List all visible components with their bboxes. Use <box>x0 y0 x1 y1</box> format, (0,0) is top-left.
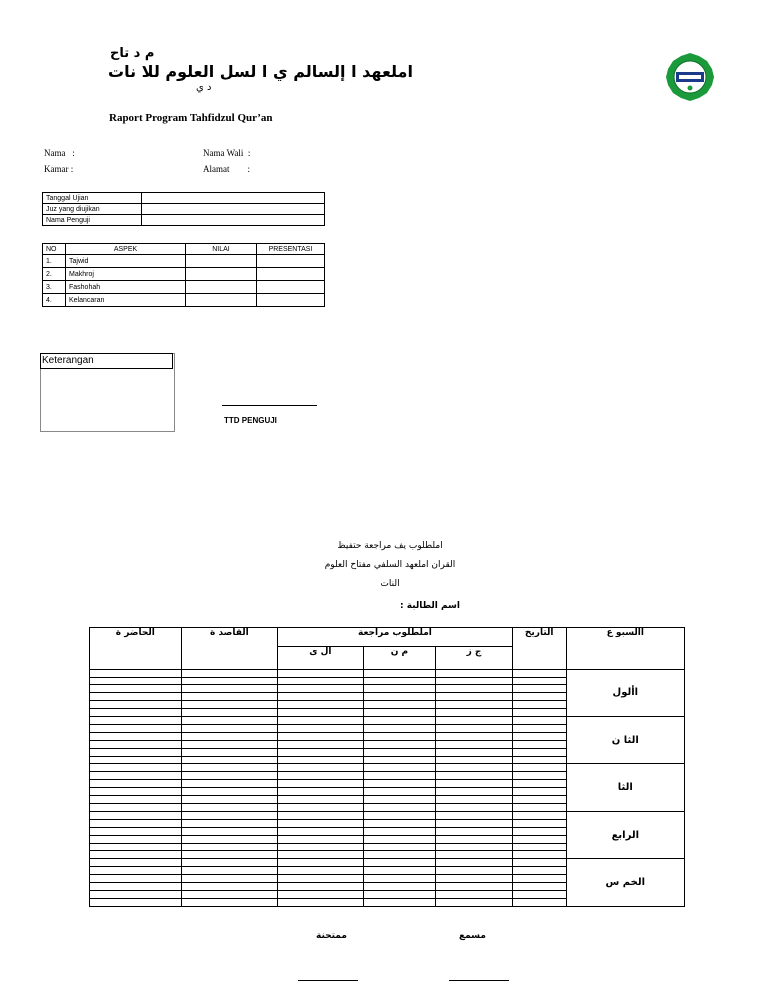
entry-cell[interactable] <box>436 819 513 827</box>
entry-cell[interactable] <box>512 772 566 780</box>
entry-cell[interactable] <box>363 843 436 851</box>
col-qasidah: القاصد ة <box>181 628 278 670</box>
entry-cell[interactable] <box>436 669 513 677</box>
col-tarikh: التاريخ <box>512 628 566 670</box>
col-usbu: االسبو ع <box>566 628 684 670</box>
entry-cell[interactable] <box>181 890 278 898</box>
entry-cell[interactable] <box>512 835 566 843</box>
entry-cell[interactable] <box>512 701 566 709</box>
entry-cell[interactable] <box>278 740 364 748</box>
musammi-signature-line <box>449 980 509 981</box>
report-title: Raport Program Tahfidzul Qur’an <box>109 112 273 124</box>
nilai-cell[interactable] <box>186 294 257 307</box>
entry-cell[interactable] <box>90 709 182 717</box>
entry-cell[interactable] <box>278 843 364 851</box>
entry-cell[interactable] <box>181 772 278 780</box>
entry-cell[interactable] <box>436 748 513 756</box>
entry-cell[interactable] <box>90 898 182 906</box>
arabic-heading-line1: املطلوب يف مراجعة حتفيظ <box>337 541 443 551</box>
entry-cell[interactable] <box>278 764 364 772</box>
entry-cell[interactable] <box>363 717 436 725</box>
entry-cell[interactable] <box>363 669 436 677</box>
entry-cell[interactable] <box>363 788 436 796</box>
entry-cell[interactable] <box>512 819 566 827</box>
nama-wali-label: Nama Wali : <box>203 148 251 158</box>
entry-cell[interactable] <box>512 709 566 717</box>
mumtahinah-label: ممتحنة <box>316 931 347 941</box>
entry-cell[interactable] <box>512 898 566 906</box>
entry-cell[interactable] <box>512 851 566 859</box>
entry-cell[interactable] <box>363 883 436 891</box>
entry-cell[interactable] <box>436 883 513 891</box>
entry-cell[interactable] <box>363 740 436 748</box>
entry-cell[interactable] <box>363 819 436 827</box>
sub-juz: ج ز <box>436 647 513 669</box>
entry-cell[interactable] <box>181 717 278 725</box>
entry-cell[interactable] <box>278 748 364 756</box>
entry-cell[interactable] <box>363 835 436 843</box>
entry-cell[interactable] <box>363 890 436 898</box>
entry-cell[interactable] <box>90 851 182 859</box>
entry-cell[interactable] <box>436 724 513 732</box>
entry-cell[interactable] <box>181 796 278 804</box>
entry-cell[interactable] <box>436 788 513 796</box>
entry-cell[interactable] <box>363 898 436 906</box>
entry-cell[interactable] <box>181 827 278 835</box>
entry-cell[interactable] <box>436 717 513 725</box>
entry-cell[interactable] <box>278 669 364 677</box>
entry-cell[interactable] <box>90 819 182 827</box>
entry-cell[interactable] <box>363 851 436 859</box>
entry-cell[interactable] <box>512 867 566 875</box>
aspek-table <box>42 243 325 307</box>
entry-cell[interactable] <box>181 859 278 867</box>
entry-cell[interactable] <box>512 890 566 898</box>
entry-cell[interactable] <box>436 875 513 883</box>
entry-cell[interactable] <box>512 796 566 804</box>
entry-cell[interactable] <box>278 709 364 717</box>
table-row: 4. Kelancaran <box>43 294 325 307</box>
entry-cell[interactable] <box>181 883 278 891</box>
entry-cell[interactable] <box>363 875 436 883</box>
nilai-cell[interactable] <box>186 255 257 268</box>
entry-cell[interactable] <box>278 788 364 796</box>
entry-cell[interactable] <box>278 717 364 725</box>
nilai-cell[interactable] <box>186 281 257 294</box>
keterangan-label: Keterangan <box>40 353 173 369</box>
entry-cell[interactable] <box>181 851 278 859</box>
nilai-cell[interactable] <box>186 268 257 281</box>
week-label: الرابع <box>566 811 684 858</box>
entry-cell[interactable] <box>90 890 182 898</box>
entry-cell[interactable] <box>512 875 566 883</box>
table-row: 3. Fashohah <box>43 281 325 294</box>
entry-cell[interactable] <box>181 780 278 788</box>
entry-cell[interactable] <box>278 732 364 740</box>
entry-cell[interactable] <box>181 898 278 906</box>
entry-cell[interactable] <box>278 796 364 804</box>
entry-cell[interactable] <box>90 811 182 819</box>
table-row <box>90 669 685 677</box>
entry-cell[interactable] <box>436 732 513 740</box>
entry-cell[interactable] <box>90 685 182 693</box>
entry-cell[interactable] <box>278 693 364 701</box>
penguji-value[interactable] <box>142 215 325 226</box>
entry-cell[interactable] <box>181 804 278 812</box>
entry-cell[interactable] <box>181 764 278 772</box>
entry-cell[interactable] <box>512 804 566 812</box>
entry-cell[interactable] <box>363 796 436 804</box>
entry-cell[interactable] <box>363 677 436 685</box>
entry-cell[interactable] <box>512 780 566 788</box>
entry-cell[interactable] <box>90 740 182 748</box>
entry-cell[interactable] <box>278 867 364 875</box>
entry-cell[interactable] <box>90 748 182 756</box>
week-label: األول <box>566 669 684 716</box>
entry-cell[interactable] <box>436 890 513 898</box>
entry-cell[interactable] <box>90 859 182 867</box>
entry-cell[interactable] <box>90 732 182 740</box>
entry-cell[interactable] <box>278 804 364 812</box>
sub-al: ال ى <box>278 647 364 669</box>
exam-info-table <box>42 192 325 226</box>
entry-cell[interactable] <box>278 827 364 835</box>
table-row: Juz yang diujikan <box>43 204 325 215</box>
entry-cell[interactable] <box>90 867 182 875</box>
entry-cell[interactable] <box>90 772 182 780</box>
entry-cell[interactable] <box>90 693 182 701</box>
entry-cell[interactable] <box>436 843 513 851</box>
entry-cell[interactable] <box>90 883 182 891</box>
entry-cell[interactable] <box>278 819 364 827</box>
entry-cell[interactable] <box>90 764 182 772</box>
entry-cell[interactable] <box>278 890 364 898</box>
table-row: 1. Tajwid <box>43 255 325 268</box>
institution-logo-icon <box>665 52 715 102</box>
entry-cell[interactable] <box>181 835 278 843</box>
student-name-label: اسم الطالبة : <box>400 601 460 611</box>
entry-cell[interactable] <box>90 796 182 804</box>
entry-cell[interactable] <box>363 764 436 772</box>
murajaah-table <box>89 627 685 907</box>
entry-cell[interactable] <box>181 811 278 819</box>
presentasi-cell[interactable] <box>257 268 325 281</box>
week-label: الثا <box>566 764 684 811</box>
entry-cell[interactable] <box>436 764 513 772</box>
entry-cell[interactable] <box>181 788 278 796</box>
entry-cell[interactable] <box>363 756 436 764</box>
entry-cell[interactable] <box>512 724 566 732</box>
entry-cell[interactable] <box>363 693 436 701</box>
week-label: الخم س <box>566 859 684 907</box>
institute-name-line3: د ي <box>196 82 212 93</box>
tanggal-ujian-value[interactable] <box>142 193 325 204</box>
entry-cell[interactable] <box>436 740 513 748</box>
entry-cell[interactable] <box>181 740 278 748</box>
entry-cell[interactable] <box>90 827 182 835</box>
mumtahinah-signature-line <box>298 980 358 981</box>
entry-cell[interactable] <box>181 875 278 883</box>
entry-cell[interactable] <box>436 709 513 717</box>
entry-cell[interactable] <box>363 780 436 788</box>
entry-cell[interactable] <box>278 883 364 891</box>
entry-cell[interactable] <box>512 748 566 756</box>
entry-cell[interactable] <box>181 701 278 709</box>
entry-cell[interactable] <box>363 748 436 756</box>
entry-cell[interactable] <box>278 835 364 843</box>
institute-name-line1: م د تاح <box>110 46 155 61</box>
entry-cell[interactable] <box>90 677 182 685</box>
entry-cell[interactable] <box>278 701 364 709</box>
table-header-row: NO ASPEK NILAI PRESENTASI <box>43 244 325 255</box>
entry-cell[interactable] <box>363 685 436 693</box>
arabic-heading-line2: القران امل‍عهد السلفي مفتاح العلوم <box>324 560 456 570</box>
entry-cell[interactable] <box>181 732 278 740</box>
entry-cell[interactable] <box>90 717 182 725</box>
table-row: 2. Makhroj <box>43 268 325 281</box>
table-row <box>90 717 685 725</box>
entry-cell[interactable] <box>436 867 513 875</box>
entry-cell[interactable] <box>181 709 278 717</box>
entry-cell[interactable] <box>436 796 513 804</box>
entry-cell[interactable] <box>512 685 566 693</box>
entry-cell[interactable] <box>363 804 436 812</box>
entry-cell[interactable] <box>181 867 278 875</box>
entry-cell[interactable] <box>363 827 436 835</box>
entry-cell[interactable] <box>181 685 278 693</box>
entry-cell[interactable] <box>512 788 566 796</box>
entry-cell[interactable] <box>90 756 182 764</box>
alamat-label: Alamat : <box>203 164 251 174</box>
entry-cell[interactable] <box>278 780 364 788</box>
entry-cell[interactable] <box>90 780 182 788</box>
entry-cell[interactable] <box>363 724 436 732</box>
entry-cell[interactable] <box>512 717 566 725</box>
entry-cell[interactable] <box>436 835 513 843</box>
entry-cell[interactable] <box>436 898 513 906</box>
entry-cell[interactable] <box>181 677 278 685</box>
entry-cell[interactable] <box>278 898 364 906</box>
entry-cell[interactable] <box>278 851 364 859</box>
table-row: Nama Penguji <box>43 215 325 226</box>
entry-cell[interactable] <box>278 724 364 732</box>
institute-name-line2: املعهد ا إلسالم ي ا لسل العلوم للا نات <box>108 62 413 81</box>
entry-cell[interactable] <box>181 669 278 677</box>
entry-cell[interactable] <box>363 732 436 740</box>
col-hadirah: الحاضر ة <box>90 628 182 670</box>
entry-cell[interactable] <box>278 677 364 685</box>
entry-cell[interactable] <box>512 859 566 867</box>
entry-cell[interactable] <box>436 804 513 812</box>
entry-cell[interactable] <box>363 709 436 717</box>
entry-cell[interactable] <box>512 669 566 677</box>
entry-cell[interactable] <box>436 859 513 867</box>
sub-min: م ن <box>363 647 436 669</box>
entry-cell[interactable] <box>278 772 364 780</box>
entry-cell[interactable] <box>90 701 182 709</box>
entry-cell[interactable] <box>181 748 278 756</box>
entry-cell[interactable] <box>181 819 278 827</box>
entry-cell[interactable] <box>181 693 278 701</box>
entry-cell[interactable] <box>512 883 566 891</box>
kamar-label: Kamar : <box>44 164 74 174</box>
entry-cell[interactable] <box>436 772 513 780</box>
entry-cell[interactable] <box>278 756 364 764</box>
entry-cell[interactable] <box>278 685 364 693</box>
entry-cell[interactable] <box>363 859 436 867</box>
entry-cell[interactable] <box>90 669 182 677</box>
entry-cell[interactable] <box>363 701 436 709</box>
entry-cell[interactable] <box>436 701 513 709</box>
juz-value[interactable] <box>142 204 325 215</box>
entry-cell[interactable] <box>512 677 566 685</box>
table-row: Tanggal Ujian <box>43 193 325 204</box>
nama-label: Nama : <box>44 148 75 158</box>
entry-cell[interactable] <box>90 875 182 883</box>
entry-cell[interactable] <box>181 756 278 764</box>
entry-cell[interactable] <box>512 732 566 740</box>
entry-cell[interactable] <box>436 685 513 693</box>
presentasi-cell[interactable] <box>257 281 325 294</box>
entry-cell[interactable] <box>436 851 513 859</box>
col-matlub: املطلوب مراجعة <box>278 628 513 647</box>
entry-cell[interactable] <box>181 724 278 732</box>
entry-cell[interactable] <box>436 811 513 819</box>
entry-cell[interactable] <box>512 693 566 701</box>
entry-cell[interactable] <box>512 764 566 772</box>
entry-cell[interactable] <box>278 859 364 867</box>
entry-cell[interactable] <box>363 772 436 780</box>
entry-cell[interactable] <box>436 677 513 685</box>
entry-cell[interactable] <box>512 811 566 819</box>
ttd-penguji-label: TTD PENGUJI <box>224 416 277 425</box>
entry-cell[interactable] <box>436 780 513 788</box>
entry-cell[interactable] <box>90 788 182 796</box>
table-row <box>90 811 685 819</box>
entry-cell[interactable] <box>436 756 513 764</box>
presentasi-cell[interactable] <box>257 255 325 268</box>
table-row <box>90 859 685 867</box>
entry-cell[interactable] <box>90 835 182 843</box>
entry-cell[interactable] <box>90 724 182 732</box>
entry-cell[interactable] <box>278 811 364 819</box>
entry-cell[interactable] <box>512 740 566 748</box>
entry-cell[interactable] <box>90 843 182 851</box>
entry-cell[interactable] <box>181 843 278 851</box>
entry-cell[interactable] <box>436 693 513 701</box>
entry-cell[interactable] <box>363 867 436 875</box>
arabic-heading-line3: النات <box>380 579 400 589</box>
entry-cell[interactable] <box>363 811 436 819</box>
entry-cell[interactable] <box>512 843 566 851</box>
entry-cell[interactable] <box>436 827 513 835</box>
musammi-label: مسمع <box>459 931 486 941</box>
presentasi-cell[interactable] <box>257 294 325 307</box>
entry-cell[interactable] <box>512 756 566 764</box>
signature-line <box>222 405 317 406</box>
entry-cell[interactable] <box>512 827 566 835</box>
week-label: الثا ن <box>566 717 684 764</box>
entry-cell[interactable] <box>278 875 364 883</box>
entry-cell[interactable] <box>90 804 182 812</box>
table-row <box>90 764 685 772</box>
